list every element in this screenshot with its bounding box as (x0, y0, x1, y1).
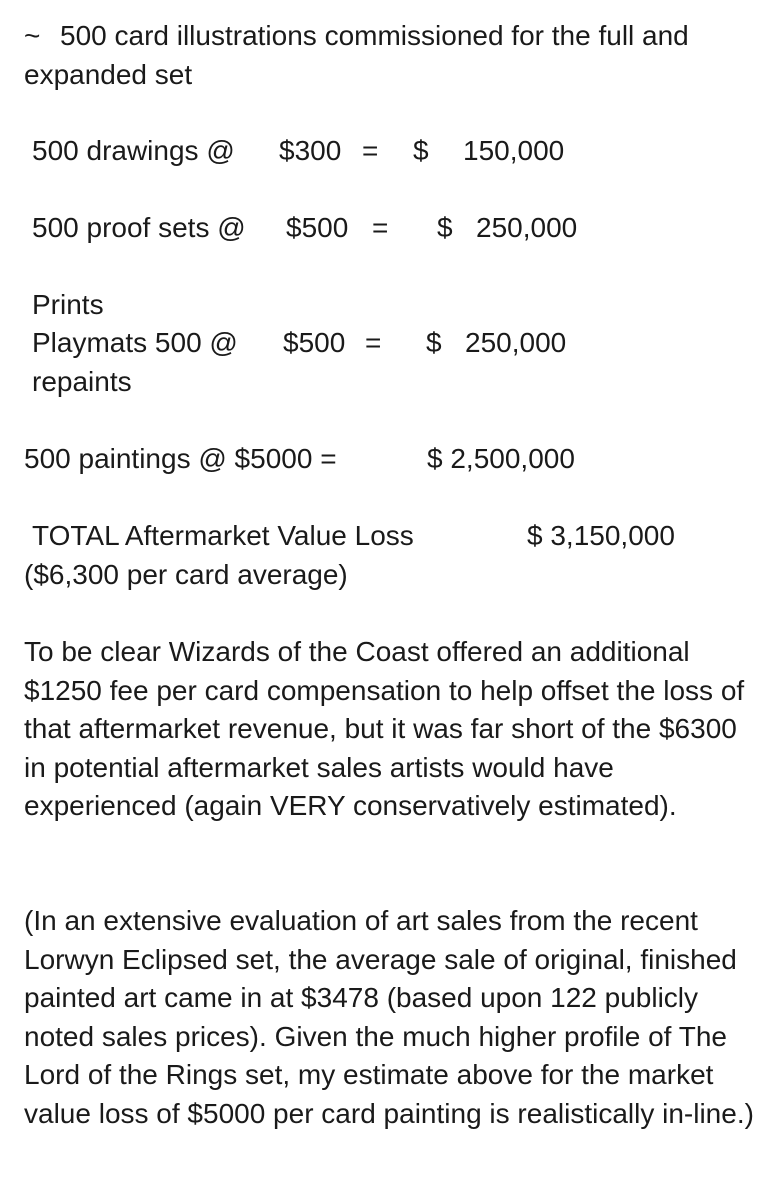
playmats-unit: $500 (283, 327, 346, 358)
drawings-label: 500 drawings @ (32, 135, 235, 166)
total-amount: $ 3,150,000 (527, 520, 675, 551)
total-note: ($6,300 per card average) (24, 559, 348, 590)
proofs-equals: = (372, 212, 389, 243)
playmats-currency: $ (426, 327, 442, 358)
drawings-currency: $ (413, 135, 429, 166)
playmats-amount: 250,000 (465, 327, 567, 358)
total-label: TOTAL Aftermarket Value Loss (32, 520, 414, 551)
prints-line: Prints (32, 289, 104, 320)
paragraph-evaluation: (In an extensive evaluation of art sales from the recent Lorwyn Eclipsed set, the average sale of original, finished painted art came in at $3478 (based upon 122 publicly noted sales prices). Given the much higher profile of The Lord of the Rings set, my estimate above for the market value loss of $5000 per card painting is realistically in-line.) (24, 905, 754, 1129)
paintings-label: 500 paintings @ $5000 = (24, 443, 337, 474)
tilde-marker: ~ (24, 20, 41, 51)
playmats-label: Playmats 500 @ (32, 327, 238, 358)
paragraph-compensation: To be clear Wizards of the Coast offered an additional $1250 fee per card compensation to help offset the loss of that aftermarket revenue, but it was far short of the $6300 in potential aftermarket sales artists would have experienced (again VERY conservatively estimated). (24, 636, 745, 821)
drawings-equals: = (362, 135, 379, 166)
drawings-unit: $300 (279, 135, 342, 166)
proofs-amount: 250,000 (476, 212, 578, 243)
proofs-unit: $500 (286, 212, 349, 243)
proofs-label: 500 proof sets @ (32, 212, 246, 243)
drawings-amount: 150,000 (463, 135, 565, 166)
repaints-line: repaints (32, 366, 132, 397)
proofs-currency: $ (437, 212, 453, 243)
intro-text: 500 card illustrations commissioned for the full and expanded set (24, 20, 689, 90)
paintings-amount: $ 2,500,000 (427, 443, 575, 474)
playmats-equals: = (365, 327, 382, 358)
